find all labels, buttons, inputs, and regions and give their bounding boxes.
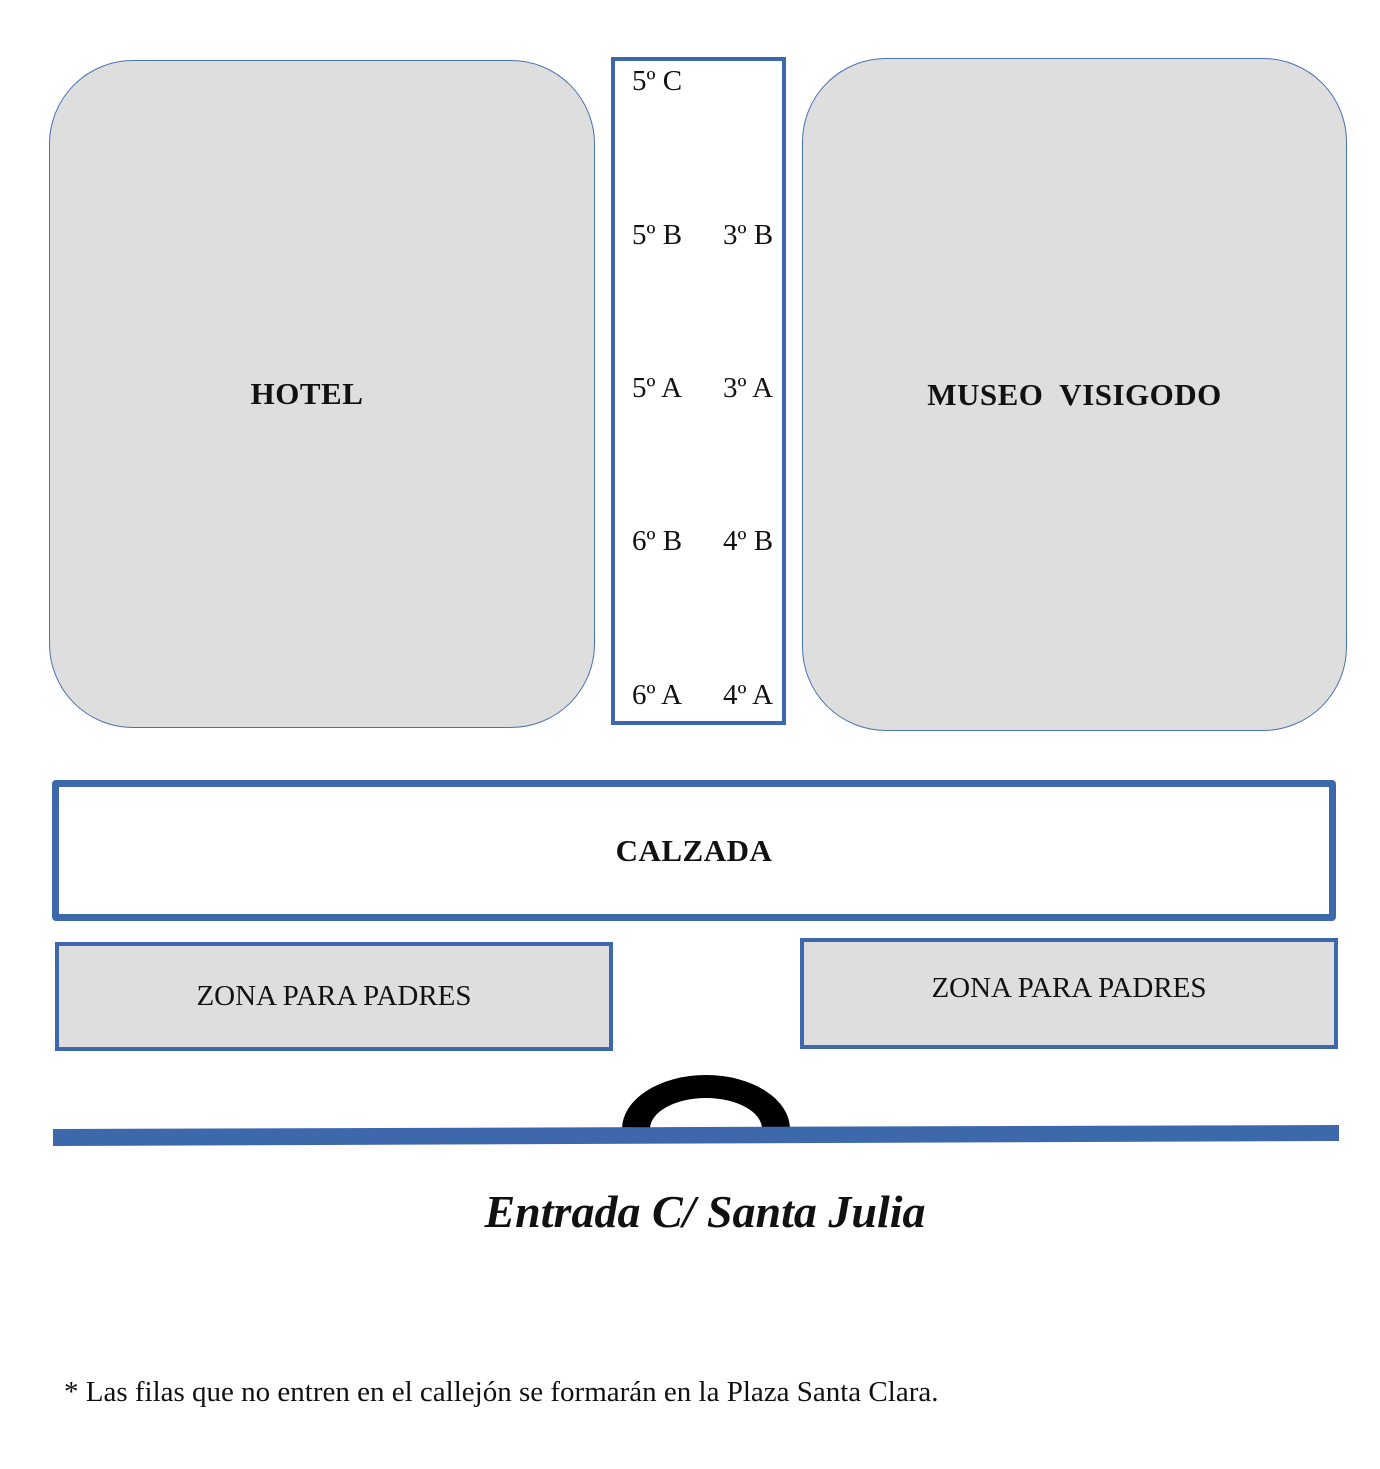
row-5c-label: 5º C	[632, 65, 683, 97]
row-3b-label: 3º B	[723, 219, 774, 251]
hotel-building	[49, 60, 595, 728]
hotel-label: HOTEL	[250, 376, 364, 411]
zona-padres-right	[800, 938, 1338, 1049]
calzada-label: CALZADA	[615, 832, 773, 868]
boundary-line	[53, 1125, 1339, 1146]
footnote: * Las filas que no entren en el callejón se formarán en la Plaza Santa Clara.	[64, 1376, 939, 1408]
row-4a-label: 4º A	[723, 679, 774, 711]
callejon-alley	[611, 57, 786, 725]
zona-padres-left	[55, 942, 613, 1051]
museo-visigodo-building	[802, 58, 1347, 731]
row-6b-label: 6º B	[632, 525, 683, 557]
row-5b-label: 5º B	[632, 219, 683, 251]
museo-label: MUSEO VISIGODO	[927, 376, 1222, 412]
row-6a-label: 6º A	[632, 679, 683, 711]
zona-padres-left-label: ZONA PARA PADRES	[196, 980, 472, 1012]
row-4b-label: 4º B	[723, 525, 774, 557]
row-3a-label: 3º A	[723, 372, 774, 404]
zona-padres-right-label: ZONA PARA PADRES	[931, 972, 1207, 1004]
row-5a-label: 5º A	[632, 372, 683, 404]
entrance-label: Entrada C/ Santa Julia	[484, 1186, 926, 1237]
entrance-gate-arch	[622, 1075, 790, 1129]
calzada-road	[52, 780, 1336, 921]
